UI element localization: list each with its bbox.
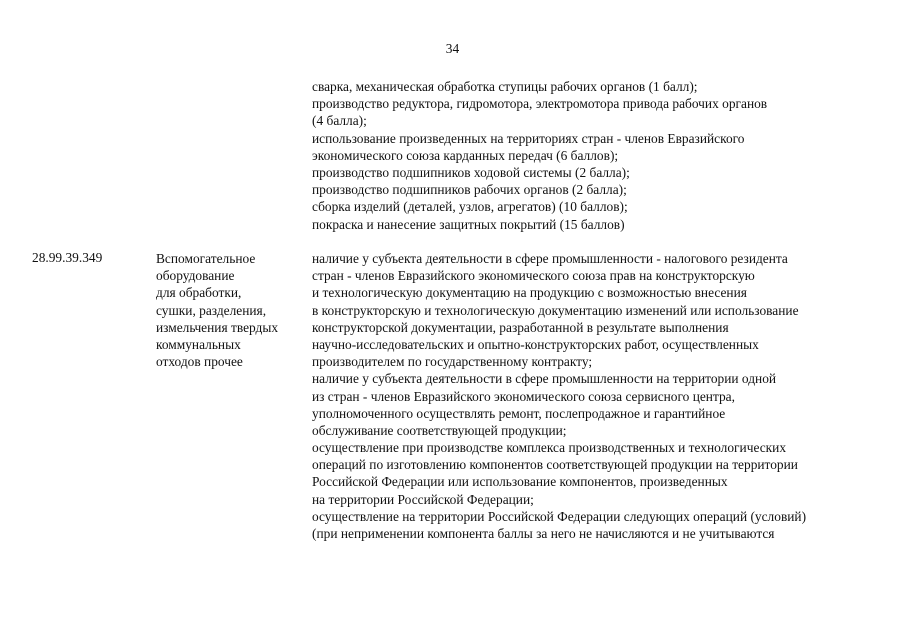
condition-line: конструкторской документации, разработанной в результате выполнения bbox=[312, 319, 729, 335]
condition-line: (4 балла); bbox=[312, 113, 367, 129]
product-name-line: сушки, разделения, bbox=[156, 302, 267, 318]
product-name-line: коммунальных bbox=[156, 336, 241, 352]
page-number: 34 bbox=[445, 41, 460, 56]
condition-line: осуществление при производстве комплекса производственных и технологических bbox=[312, 440, 787, 456]
condition-line: из стран - членов Евразийского экономического союза сервисного центра, bbox=[312, 388, 735, 404]
condition-line: Российской Федерации или использование компонентов, произведенных bbox=[312, 474, 728, 490]
product-code: 28.99.39.349 bbox=[32, 250, 103, 265]
continuation-conditions bbox=[312, 78, 767, 233]
product-name-line: для обработки, bbox=[156, 285, 242, 301]
condition-line: обслуживание соответствующей продукции; bbox=[312, 422, 567, 438]
condition-line: на территории Российской Федерации; bbox=[312, 491, 534, 507]
product-name-line: измельчения твердых bbox=[156, 319, 279, 335]
product-name-line: оборудование bbox=[156, 268, 235, 284]
condition-line: операций по изготовлению компонентов соответствующей продукции на территории bbox=[312, 457, 798, 473]
condition-line: покраска и нанесение защитных покрытий (15 баллов) bbox=[312, 216, 625, 232]
condition-line: экономического союза карданных передач (6 баллов); bbox=[312, 147, 619, 163]
condition-line: и технологическую документацию на продукцию с возможностью внесения bbox=[312, 285, 747, 301]
condition-line: уполномоченного осуществлять ремонт, послепродажное и гарантийное bbox=[312, 405, 726, 421]
product-name-line: отходов прочее bbox=[156, 354, 243, 370]
condition-line: производство подшипников ходовой системы (2 балла); bbox=[312, 164, 630, 180]
condition-line: использование произведенных на территориях стран - членов Евразийского bbox=[312, 130, 745, 146]
condition-line: наличие у субъекта деятельности в сфере промышленности - налогового резидента bbox=[312, 251, 788, 266]
condition-line: сборка изделий (деталей, узлов, агрегатов) (10 баллов); bbox=[312, 199, 628, 215]
condition-line: производство редуктора, гидромотора, электромотора привода рабочих органов bbox=[312, 96, 768, 112]
condition-line: стран - членов Евразийского экономического союза прав на конструкторскую bbox=[312, 268, 755, 284]
condition-line: осуществление на территории Российской Федерации следующих операций (условий) bbox=[312, 508, 807, 524]
condition-line: в конструкторскую и технологическую документацию изменений или использование bbox=[312, 302, 799, 318]
condition-line: (при неприменении компонента баллы за него не начисляются и не учитываются bbox=[312, 526, 775, 541]
product-name bbox=[156, 250, 278, 370]
condition-line: наличие у субъекта деятельности в сфере промышленности на территории одной bbox=[312, 371, 777, 387]
product-name-line: Вспомогательное bbox=[156, 251, 256, 266]
condition-line: производителем по государственному контракту; bbox=[312, 354, 593, 370]
production-conditions bbox=[312, 250, 806, 542]
condition-line: научно-исследовательских и опытно-конструкторских работ, осуществленных bbox=[312, 336, 759, 352]
condition-line: производство подшипников рабочих органов (2 балла); bbox=[312, 182, 627, 198]
condition-line: сварка, механическая обработка ступицы рабочих органов (1 балл); bbox=[312, 79, 698, 94]
